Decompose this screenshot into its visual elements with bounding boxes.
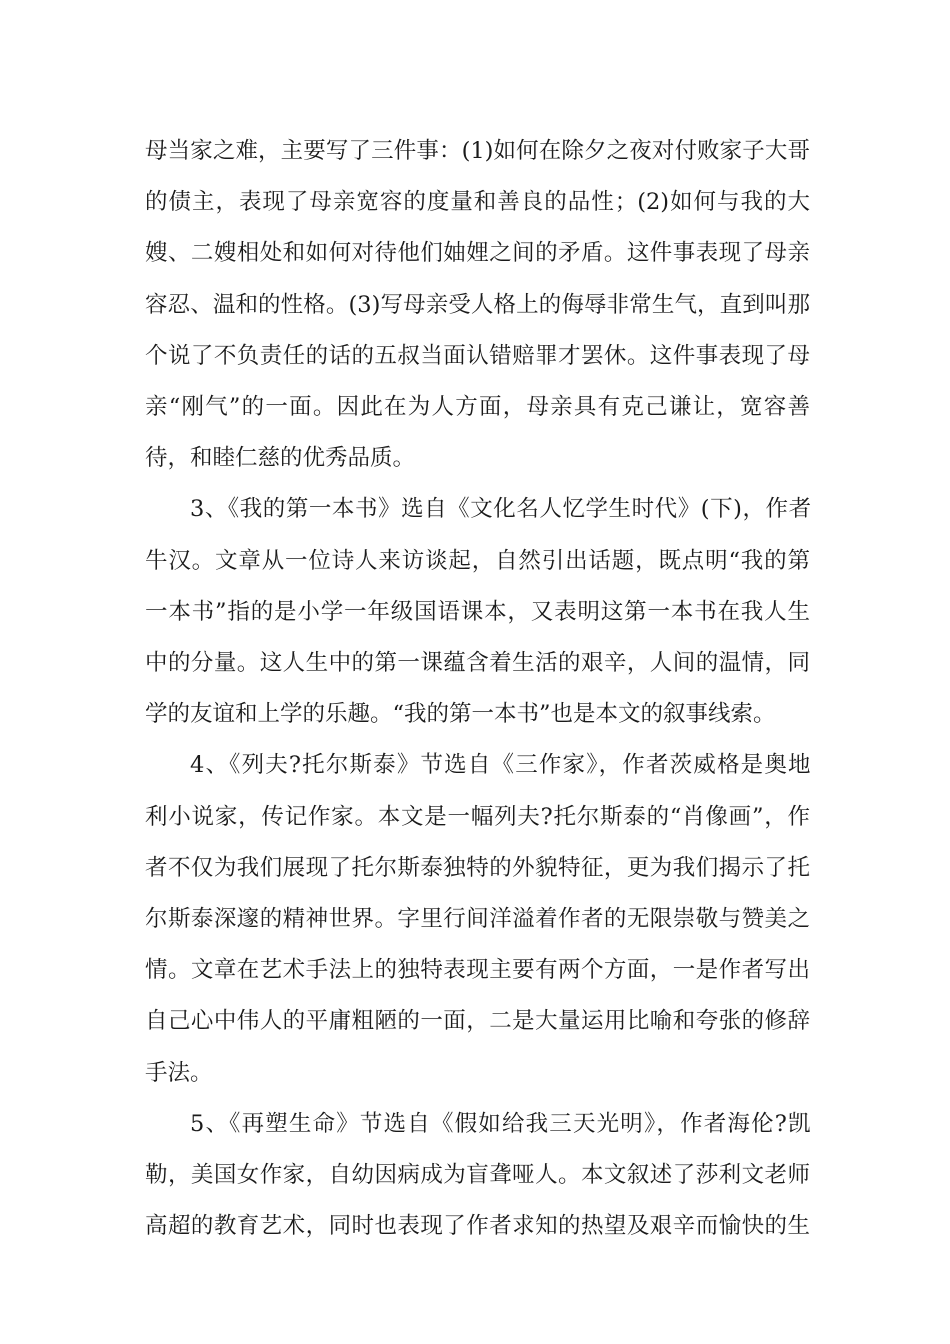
text-line: 学的友谊和上学的乐趣。“我的第一本书”也是本文的叙事线索。 bbox=[145, 701, 776, 728]
text-line: 尔斯泰深邃的精神世界。字里行间洋溢着作者的无限崇敬与赞美之 bbox=[145, 906, 810, 933]
text-line: 待，和睦仁慈的优秀品质。 bbox=[145, 445, 416, 472]
text-line: 高超的教育艺术，同时也表现了作者求知的热望及艰辛而愉快的生 bbox=[145, 1213, 810, 1240]
text-line: 容忍、温和的性格。(3)写母亲受人格上的侮辱非常生气，直到叫那 bbox=[145, 291, 810, 318]
text-line: 手法。 bbox=[145, 1059, 213, 1086]
text-line: 3、《我的第一本书》选自《文化名人忆学生时代》(下)，作者 bbox=[190, 496, 810, 523]
text-line: 利小说家，传记作家。本文是一幅列夫?托尔斯泰的“肖像画”，作 bbox=[145, 803, 810, 830]
text-line: 情。文章在艺术手法上的独特表现主要有两个方面，一是作者写出 bbox=[145, 957, 810, 984]
text-line: 的债主，表现了母亲宽容的度量和善良的品性；(2)如何与我的大 bbox=[145, 189, 810, 216]
text-line: 牛汉。文章从一位诗人来访谈起，自然引出话题，既点明“我的第 bbox=[145, 547, 810, 574]
text-line: 5、《再塑生命》节选自《假如给我三天光明》，作者海伦?凯 bbox=[190, 1110, 810, 1137]
text-line: 亲“刚气”的一面。因此在为人方面，母亲具有克己谦让，宽容善 bbox=[145, 394, 810, 421]
text-line: 一本书”指的是小学一年级国语课本，又表明这第一本书在我人生 bbox=[145, 598, 810, 625]
document-body bbox=[145, 126, 810, 1252]
paragraph-item-5 bbox=[145, 1099, 810, 1253]
text-line: 4、《列夫?托尔斯泰》节选自《三作家》，作者茨威格是奥地 bbox=[190, 752, 810, 779]
text-line: 嫂、二嫂相处和如何对待他们妯娌之间的矛盾。这件事表现了母亲 bbox=[145, 240, 810, 267]
text-line: 母当家之难，主要写了三件事：(1)如何在除夕之夜对付败家子大哥 bbox=[145, 138, 810, 164]
text-line: 个说了不负责任的话的五叔当面认错赔罪才罢休。这件事表现了母 bbox=[145, 342, 810, 369]
text-line: 者不仅为我们展现了托尔斯泰独特的外貌特征，更为我们揭示了托 bbox=[145, 854, 810, 881]
text-line: 勒，美国女作家，自幼因病成为盲聋哑人。本文叙述了莎利文老师 bbox=[145, 1162, 810, 1189]
paragraph-item-4 bbox=[145, 740, 810, 1098]
paragraph-item-3 bbox=[145, 484, 810, 740]
paragraph-mother-story bbox=[145, 126, 810, 484]
text-line: 中的分量。这人生中的第一课蕴含着生活的艰辛，人间的温情，同 bbox=[145, 650, 810, 677]
text-line: 自己心中伟人的平庸粗陋的一面，二是大量运用比喻和夸张的修辞 bbox=[145, 1008, 810, 1035]
